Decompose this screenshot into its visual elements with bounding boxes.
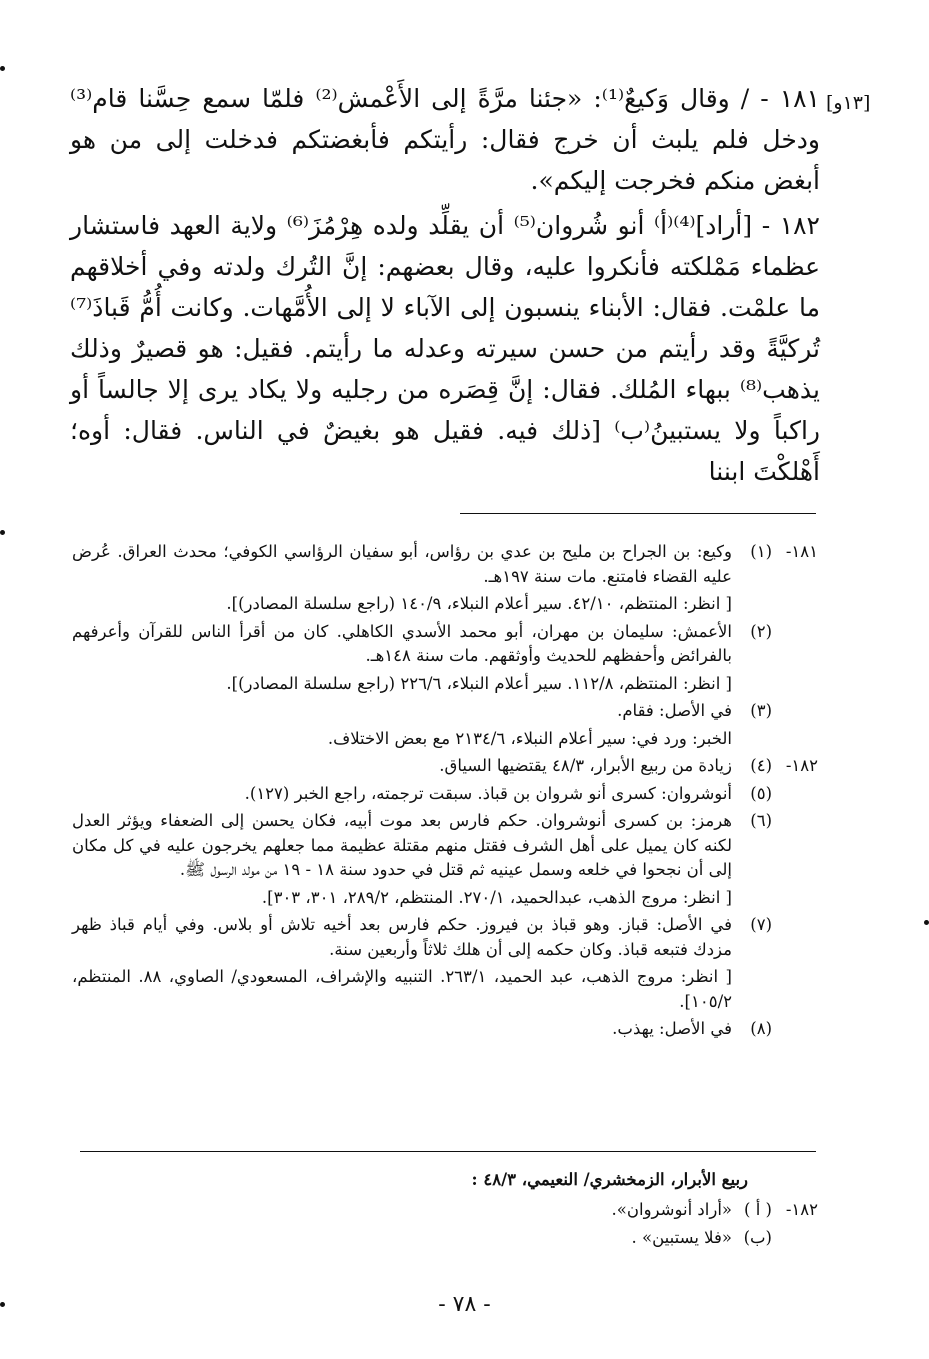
variant-text: «فلا يستبين» .	[631, 1228, 732, 1247]
footnote-text: زيادة من ربيع الأبرار، ٤٨/٣ يقتضيها السياق.	[439, 756, 732, 775]
main-text	[70, 78, 820, 496]
variant-readings	[300, 1168, 818, 1252]
footnote	[72, 754, 818, 779]
variant-source: ربيع الأبرار، الزمخشري/ النعيمي، ٤٨/٣ :	[471, 1170, 748, 1189]
footnote-text: الأعمش: سليمان بن مهران، أبو محمد الأسدي الكاهلي. كان من أقرأ الناس للقرآن وأعرفهم بالفرائض وأحفظهم للحديث وأوثقهم. مات سنة ١٤٨هـ.	[72, 621, 732, 665]
footnote-number: (٦)	[750, 811, 772, 830]
footnote	[72, 592, 818, 617]
variant-line	[300, 1224, 818, 1252]
footnote	[72, 965, 818, 1014]
footnote-number: (٤)	[750, 756, 772, 775]
variant-group: ١٨٢-	[785, 1200, 818, 1219]
footnote-number: (١)	[750, 542, 772, 561]
scan-mark-dot	[924, 920, 929, 925]
footnote-text: في الأصل: يهذب.	[612, 1019, 732, 1038]
footnote	[72, 1017, 818, 1042]
page-number: - ٧٨ -	[438, 1292, 491, 1317]
footnote-divider	[460, 513, 816, 514]
footnote-text: الخبر: ورد في: سير أعلام النبلاء، ٢١٣٤/٦ مع بعض الاختلاف.	[327, 728, 732, 748]
footnote-number: (٥)	[750, 783, 772, 803]
paragraph-182: ١٨٢ - [أراد]⁽⁴⁾⁽أ⁾ أنو شُروان⁽⁵⁾ أن يقلِّد ولده هِرْمُزَ⁽⁶⁾ ولاية العهد فاستشار عظماء مَمْلكته فأنكروا عليه، وقال بعضهم: إنَّ التُرك ولدته وفي أخلاقهم ما علمْت. فقال: الأبناء ينسبون إلى الآباء لا إلى الأُمَّهات. وكانت أُمُّ قَباذَ⁽⁷⁾ تُركيَّةً وقد رأيتم من حسن سيرته وعدله ما رأيتم. فقيل: هو قصيرٌ وذلك يذهب⁽⁸⁾ ببهاء المُلك. فقال: إنَّ قِصَره من رجليه ولا يكاد يرى إلا جالساً أو راكباً ولا يستبينُ⁽ب⁾ [ذلك فيه. فقيل هو بغيضٌ في الناس. فقال: أوه؛ أَهْلكْتَ ابننا	[70, 211, 820, 486]
footnote	[72, 699, 818, 724]
footnote	[72, 782, 818, 807]
footnote	[72, 540, 818, 589]
variants-divider	[80, 1151, 816, 1152]
footnote	[72, 809, 818, 883]
footnote	[72, 913, 818, 962]
scan-mark-dot	[0, 530, 5, 535]
variant-text: «أراد أنوشروان».	[611, 1200, 732, 1219]
footnote-group: ١٨٢-	[785, 756, 818, 775]
footnote-text: هرمز: بن كسرى أنوشروان. حكم فارس بعد موت أبيه، فكان يحسن إلى الضعفاء ويؤثر العدل لكنه كان يميل على أهل الشرف فقتل منهم مقتلة عظيمة مما جعلهم يخرجون عليه في كل مكان إلى أن نجحوا في خلعه وسمل عينيه ثم قتل في حدود سنة ١٨ - ١٩ من مولد الرسول ﷺ.	[72, 811, 732, 879]
footnote-text: في الأصل: قباز. وهو قباذ بن فيروز. حكم فارس بعد أخيه تلاش أو بلاس. وفي أيام قباذ ظهر مزدك فتبعه قباذ. وكان حكمه إلى أن هلك ثلاثاً وأربعين سنة.	[72, 915, 732, 959]
footnote-text: [ انظر: مروج الذهب، عبدالحميد، ٢٧٠/١. المنتظم، ٢٨٩/٢، ٣٠١، ٣٠٣].	[261, 887, 732, 907]
paragraph-181: ١٨١ - / وقال وَكيعٌ⁽¹⁾: «جئنا مرَّةً إلى الأَعْمش⁽²⁾ فلمّا سمع حِسَّنا قام⁽³⁾ ودخل فلم يلبث أن خرج فقال: رأيتكم فأبغضتكم فدخلت إلى من هو أبغض منكم فخرجت إليكم».	[70, 84, 820, 195]
footnote-text: [ انظر: المنتظم، ١١٢/٨. سير أعلام النبلاء، ٢٢٦/٦ (راجع سلسلة المصادر)].	[226, 673, 732, 693]
footnote	[72, 620, 818, 669]
folio-marker: [١٣و]	[826, 92, 871, 114]
footnote-text: أنوشروان: كسرى أنو شروان بن قباذ. سبقت ترجمته، راجع الخبر (١٢٧).	[244, 783, 732, 803]
footnote-number: (٧)	[750, 915, 772, 934]
variant-line	[300, 1196, 818, 1224]
footnote-number: (٣)	[750, 701, 772, 720]
footnote	[72, 886, 818, 911]
variant-letter: (ب)	[743, 1228, 772, 1247]
footnote-number: (٢)	[750, 621, 772, 641]
footnote-text: في الأصل: فقام.	[617, 701, 732, 720]
footnote-text: [ انظر: مروج الذهب، عبد الحميد، ٢٦٣/١. التنبيه والإشراف، المسعودي/ الصاوي، ٨٨. المنتظم، ١٠٥/٢].	[72, 967, 732, 1011]
footnote-text: [ انظر: المنتظم، ٤٢/١٠. سير أعلام النبلاء، ١٤٠/٩ (راجع سلسلة المصادر)].	[226, 594, 732, 613]
scan-mark-dot	[0, 66, 5, 71]
footnote-group: ١٨١-	[785, 542, 818, 561]
variant-letter: ( أ )	[744, 1200, 772, 1219]
footnote	[72, 727, 818, 752]
footnotes	[72, 540, 818, 1045]
footnote	[72, 672, 818, 697]
footnote-text: وكيع: بن الجراح بن مليح بن عدي بن رؤاس، أبو سفيان الرؤاسي الكوفي؛ محدث العراق. عُرض عليه القضاء فامتنع. مات سنة ١٩٧هـ.	[72, 542, 732, 586]
footnote-number: (٨)	[750, 1019, 772, 1038]
